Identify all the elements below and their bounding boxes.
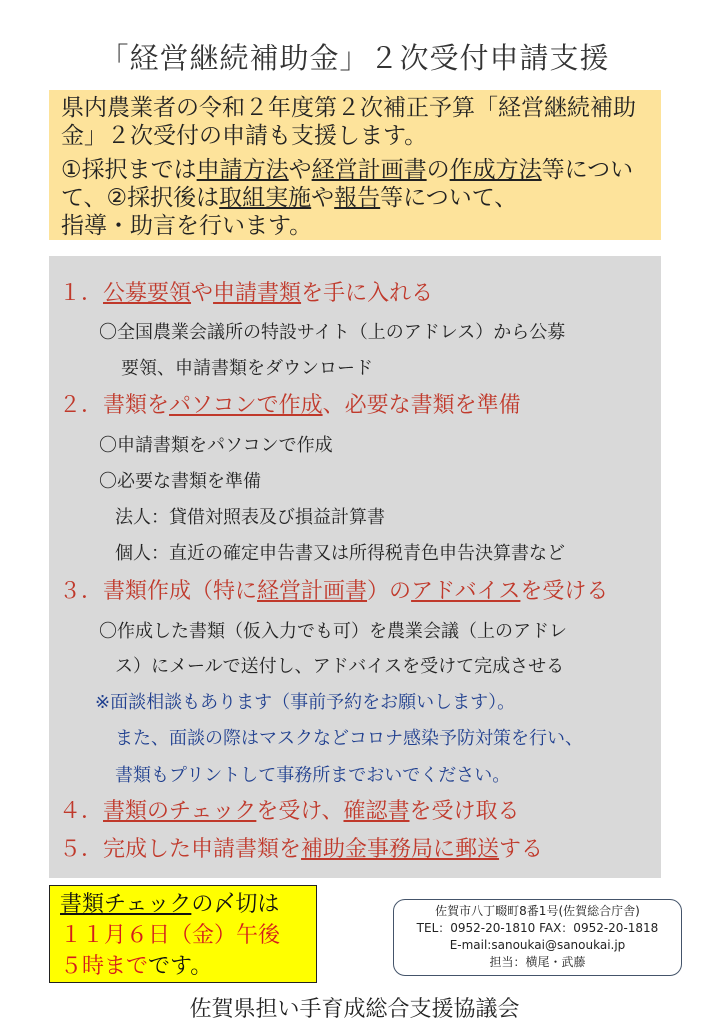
contact-box xyxy=(393,899,682,976)
step-3-note-1: ※面談相談もあります（事前予約をお願いします）。 xyxy=(95,692,516,713)
contact-email: E-mail:sanoukai@sanoukai.jp xyxy=(449,938,626,952)
step-1-line-1: 〇全国農業会議所の特設サイト（上のアドレス）から公募 xyxy=(99,322,566,343)
step-1-heading: １．公募要領や申請書類を手に入れる xyxy=(59,281,434,306)
step-3-line-2: ス）にメールで送付し、アドバイスを受けて完成させる xyxy=(115,656,565,677)
step-5-heading: ５．完成した申請書類を補助金事務局に郵送する xyxy=(59,837,544,862)
contact-address: 佐賀市八丁畷町8番1号(佐賀総合庁舎) xyxy=(435,904,640,918)
step-2-line-2: 〇必要な書類を準備 xyxy=(99,471,261,492)
step-3-heading: ３．書類作成（特に経営計画書）のアドバイスを受ける xyxy=(59,579,609,604)
step-2-line-4: 個人：直近の確定申告書又は所得税青色申告決算書など xyxy=(115,543,565,564)
step-3-note-3: 書類もプリントして事務所までおいでください。 xyxy=(115,765,511,786)
intro-box xyxy=(49,90,661,240)
contact-staff: 担当：横尾・武藤 xyxy=(489,955,586,969)
step-2-line-1: 〇申請書類をパソコンで作成 xyxy=(99,435,333,456)
deadline-box: 書類チェックの〆切は １１月６日（金）午後 ５時までです。 xyxy=(49,885,317,983)
step-2-heading: ２．書類をパソコンで作成、必要な書類を準備 xyxy=(59,393,521,418)
step-4-heading: ４．書類のチェックを受け、確認書を受け取る xyxy=(59,799,520,824)
step-1-line-2: 要領、申請書類をダウンロード xyxy=(121,358,373,379)
intro-paragraph-1: 県内農業者の令和２年度第２次補正予算「経営継続補助金」２次受付の申請も支援します。 xyxy=(61,95,636,149)
step-3-note-2: また、面談の際はマスクなどコロナ感染予防対策を行い、 xyxy=(115,728,583,749)
step-3-line-1: 〇作成した書類（仮入力でも可）を農業会議（上のアドレ xyxy=(99,621,567,642)
step-2-line-3: 法人：貸借対照表及び損益計算書 xyxy=(115,507,385,528)
contact-tel-fax: TEL：0952-20-1810 FAX：0952-20-1818 xyxy=(416,921,659,935)
intro-paragraph-2: ①採択までは申請方法や経営計画書の作成方法等について、②採択後は取組実施や報告等について、 指導・助言を行います。 xyxy=(61,157,634,239)
steps-box xyxy=(49,256,661,878)
page-title: 「経営継続補助金」２次受付申請支援 xyxy=(99,41,610,75)
organization-name: 佐賀県担い手育成総合支援協議会 xyxy=(189,997,520,1022)
